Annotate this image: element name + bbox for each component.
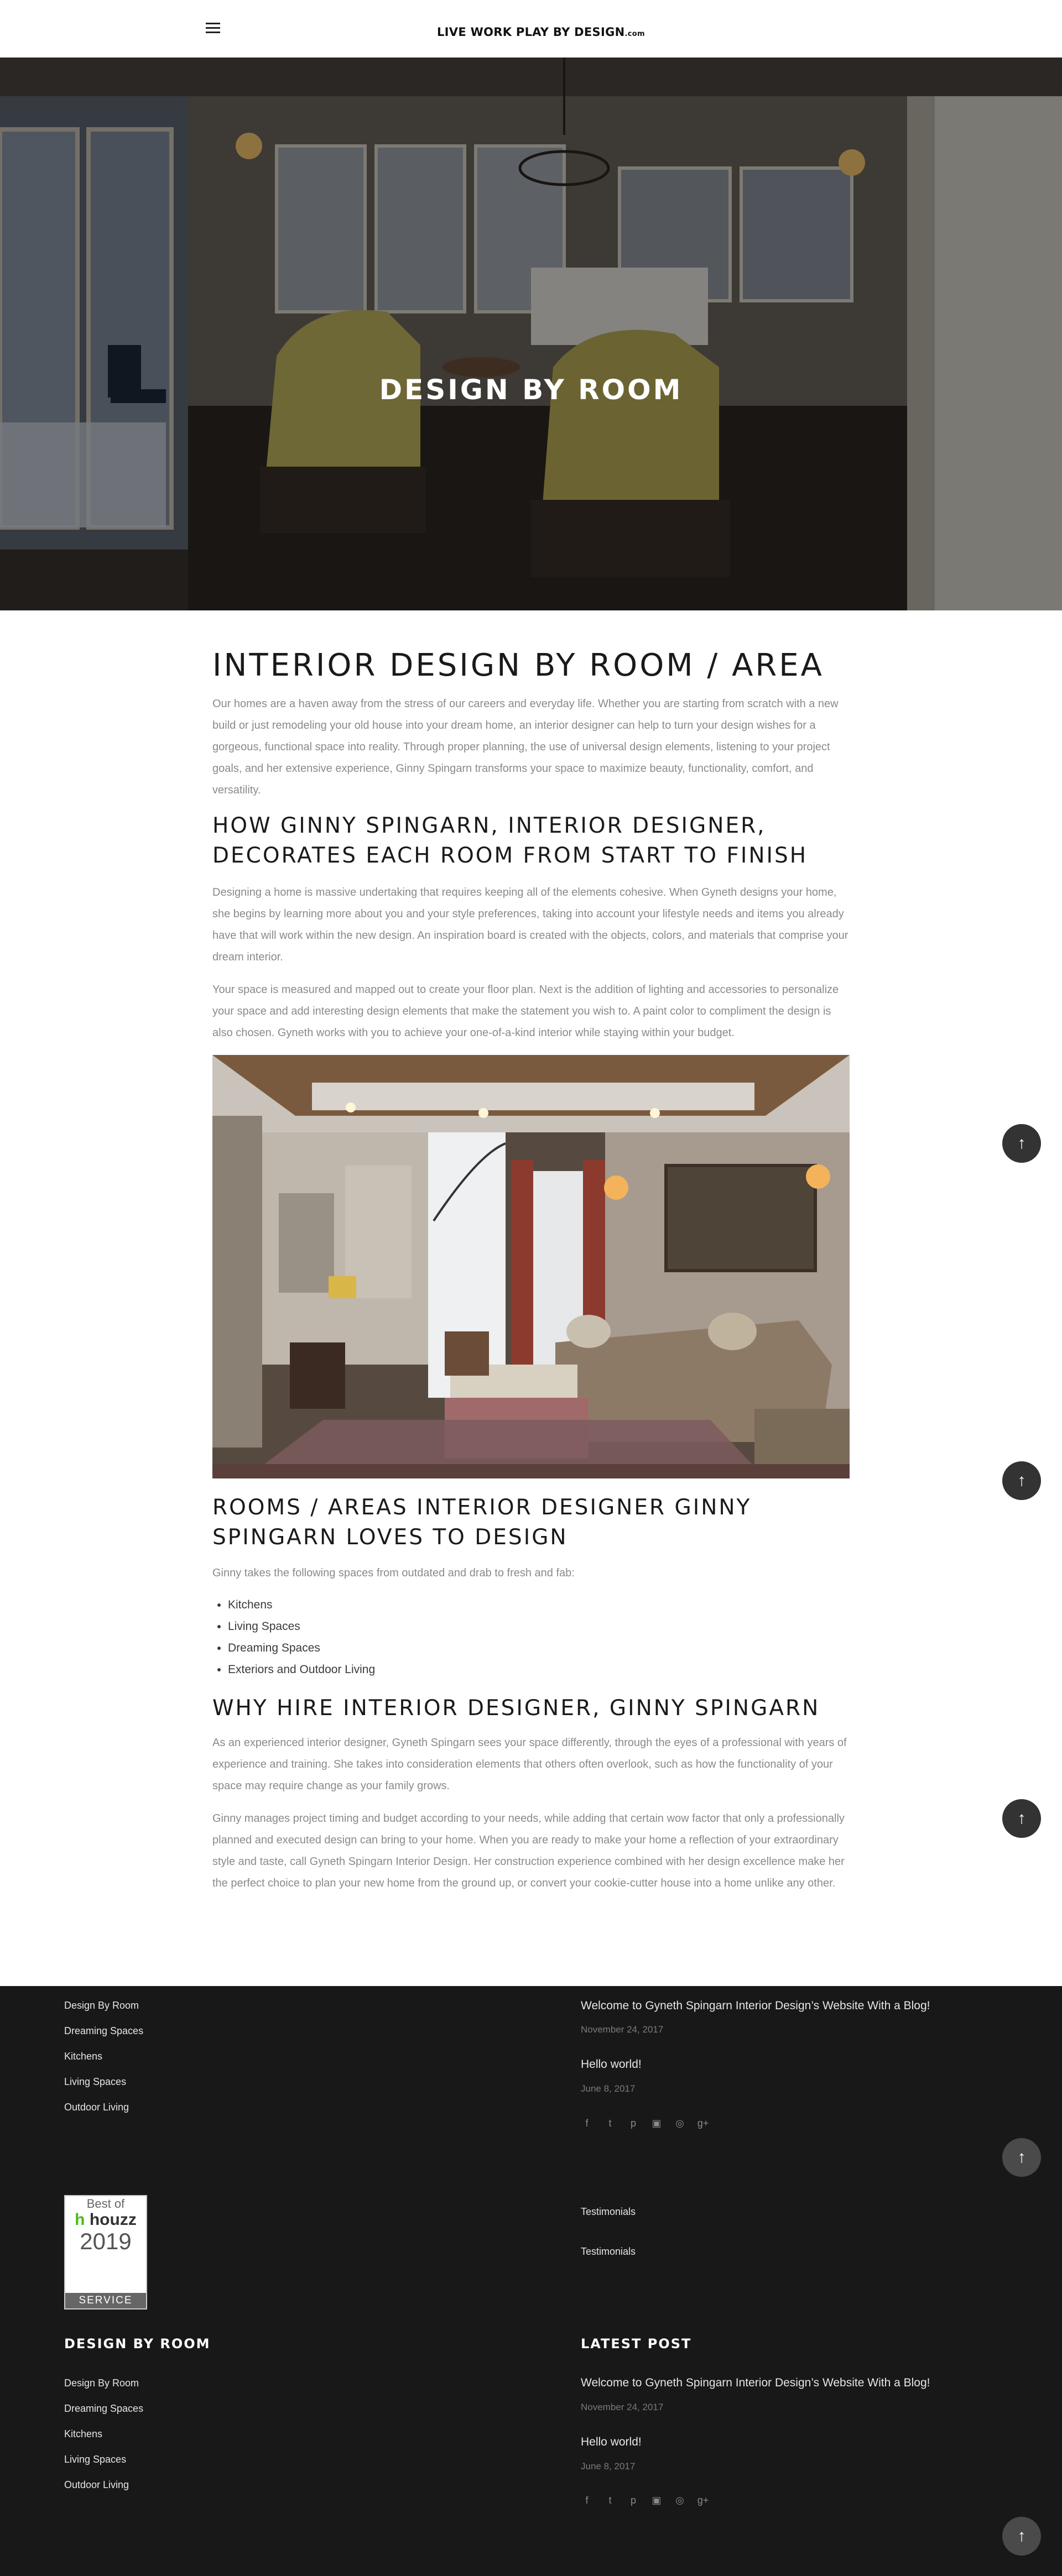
badge-houzz: h houzz: [75, 2211, 137, 2229]
social-links: [581, 2495, 709, 2506]
twitter-icon[interactable]: t: [608, 2118, 612, 2129]
living-room-image: [212, 1055, 850, 1478]
footer-link[interactable]: Dreaming Spaces: [64, 2403, 144, 2414]
badge-best-of: Best of: [86, 2197, 125, 2211]
facebook-icon[interactable]: f: [585, 2495, 589, 2506]
testimonials-link[interactable]: Testimonials: [581, 2246, 636, 2257]
logo-suffix: .com: [624, 30, 645, 38]
scroll-top-button[interactable]: ↑: [1002, 1461, 1041, 1500]
logo-text: LIVE WORK PLAY BY DESIGN: [437, 25, 625, 39]
rooms-intro: Ginny takes the following spaces from outdated and drab to fresh and fab:: [212, 1567, 575, 1579]
post-title[interactable]: Welcome to Gyneth Spingarn Interior Design’s Website With a Blog!: [581, 1999, 930, 2012]
site-logo[interactable]: [437, 25, 645, 39]
footer-link[interactable]: Kitchens: [64, 2428, 103, 2439]
instagram-icon[interactable]: ▣: [652, 2495, 662, 2506]
post-date: November 24, 2017: [581, 2402, 664, 2412]
scroll-top-button[interactable]: ↑: [1002, 2138, 1041, 2177]
pinterest-icon[interactable]: p: [630, 2118, 636, 2129]
houzz-award-badge: [64, 2195, 147, 2309]
facebook-icon[interactable]: f: [585, 2118, 589, 2129]
why-paragraph-2: Ginny manages project timing and budget according to your needs, while adding that certain wow factor that only a professionally planned and executed design can bring to your home. When you are ready to make your home a reflection of your extraordinary style and taste, call Gyneth Spingarn Interior Design. Her construction experience combined with her design excellence make her the perfect choice to plan your new home from the ground up, or convert your cookie-cutter house into a home unlike any other.: [212, 1812, 845, 1889]
pinterest-icon[interactable]: p: [630, 2495, 636, 2506]
main-content: [212, 646, 850, 1894]
footer-link[interactable]: Dreaming Spaces: [64, 2025, 144, 2036]
badge-service: SERVICE: [65, 2293, 146, 2308]
post-title[interactable]: Hello world!: [581, 2436, 642, 2448]
page-title: INTERIOR DESIGN BY ROOM / AREA: [212, 647, 824, 683]
scroll-top-button[interactable]: ↑: [1002, 1799, 1041, 1838]
footer-link[interactable]: Living Spaces: [64, 2454, 127, 2465]
post-date: November 24, 2017: [581, 2024, 664, 2035]
menu-icon[interactable]: [206, 23, 220, 34]
why-heading: WHY HIRE INTERIOR DESIGNER, GINNY SPINGARN: [212, 1696, 820, 1721]
list-item: • Exteriors and Outdoor Living: [228, 1659, 850, 1680]
footer-heading-posts: LATEST POST: [581, 2336, 692, 2352]
hero-banner: [0, 58, 1062, 610]
hero-room-image: [0, 58, 1062, 610]
process-paragraph-2: Your space is measured and mapped out to create your floor plan. Next is the addition of lighting and accessories to personalize your space and add interesting design elements that make the statement you wish to. A paint color to compliment the design is also chosen. Gyneth works with you to achieve your one-of-a-kind interior while staying within your budget.: [212, 984, 839, 1039]
footer-link[interactable]: Living Spaces: [64, 2076, 127, 2087]
scroll-top-button[interactable]: ↑: [1002, 2517, 1041, 2556]
rooms-list: [212, 1594, 850, 1680]
hero-title: DESIGN BY ROOM: [379, 374, 683, 406]
post-date: June 8, 2017: [581, 2461, 636, 2472]
post-title[interactable]: Welcome to Gyneth Spingarn Interior Design’s Website With a Blog!: [581, 2376, 930, 2389]
google-plus-icon[interactable]: g+: [697, 2118, 709, 2129]
site-footer: [0, 1986, 1062, 2576]
social-links: [581, 2118, 709, 2129]
footer-link[interactable]: Design By Room: [64, 2378, 139, 2389]
why-paragraph-1: As an experienced interior designer, Gyneth Spingarn sees your space differently, through the eyes of a professional with years of experience and training. She takes into consideration elements that others often overlook, such as how the functionality of your space may require change as your family grows.: [212, 1737, 847, 1792]
scroll-top-button[interactable]: ↑: [1002, 1124, 1041, 1163]
process-paragraph-1: Designing a home is massive undertaking that requires keeping all of the elements cohesive. When Gyneth designs your home, she begins by learning more about you and your style preferences, taking into account your lifestyle needs and items you already have that will work within the new design. An inspiration board is created with the objects, colors, and materials that comprise your dream interior.: [212, 886, 848, 963]
badge-year: 2019: [80, 2228, 132, 2254]
testimonials-link[interactable]: Testimonials: [581, 2206, 636, 2217]
post-title[interactable]: Hello world!: [581, 2058, 642, 2071]
badge-houzz-text: houzz: [89, 2211, 137, 2229]
process-heading: HOW GINNY SPINGARN, INTERIOR DESIGNER, DECORATES EACH ROOM FROM START TO FINISH: [212, 813, 808, 868]
footer-link[interactable]: Outdoor Living: [64, 2479, 129, 2490]
rooms-heading: ROOMS / AREAS INTERIOR DESIGNER GINNY SPINGARN LOVES TO DESIGN: [212, 1495, 752, 1550]
dribbble-icon[interactable]: ◎: [675, 2495, 684, 2506]
site-header: [0, 0, 1062, 58]
dribbble-icon[interactable]: ◎: [675, 2118, 684, 2129]
twitter-icon[interactable]: t: [608, 2495, 612, 2506]
footer-link[interactable]: Kitchens: [64, 2051, 103, 2062]
intro-paragraph: Our homes are a haven away from the stress of our careers and everyday life. Whether you are starting from scratch with a new build or just remodeling your old house into your dream home, an interior designer can help to turn your design wishes for a gorgeous, functional space into reality. Through proper planning, the use of universal design elements, listening to your project goals, and her extensive experience, Ginny Spingarn transforms your space to maximize beauty, functionality, comfort, and versatility.: [212, 698, 839, 796]
footer-heading-rooms: DESIGN BY ROOM: [64, 2336, 211, 2352]
list-item: • Living Spaces: [228, 1616, 850, 1637]
google-plus-icon[interactable]: g+: [697, 2495, 709, 2506]
footer-link[interactable]: Outdoor Living: [64, 2102, 129, 2113]
footer-link[interactable]: Design By Room: [64, 2000, 139, 2011]
list-item: • Dreaming Spaces: [228, 1637, 850, 1659]
post-date: June 8, 2017: [581, 2083, 636, 2094]
list-item: • Kitchens: [228, 1594, 850, 1616]
instagram-icon[interactable]: ▣: [652, 2118, 662, 2129]
